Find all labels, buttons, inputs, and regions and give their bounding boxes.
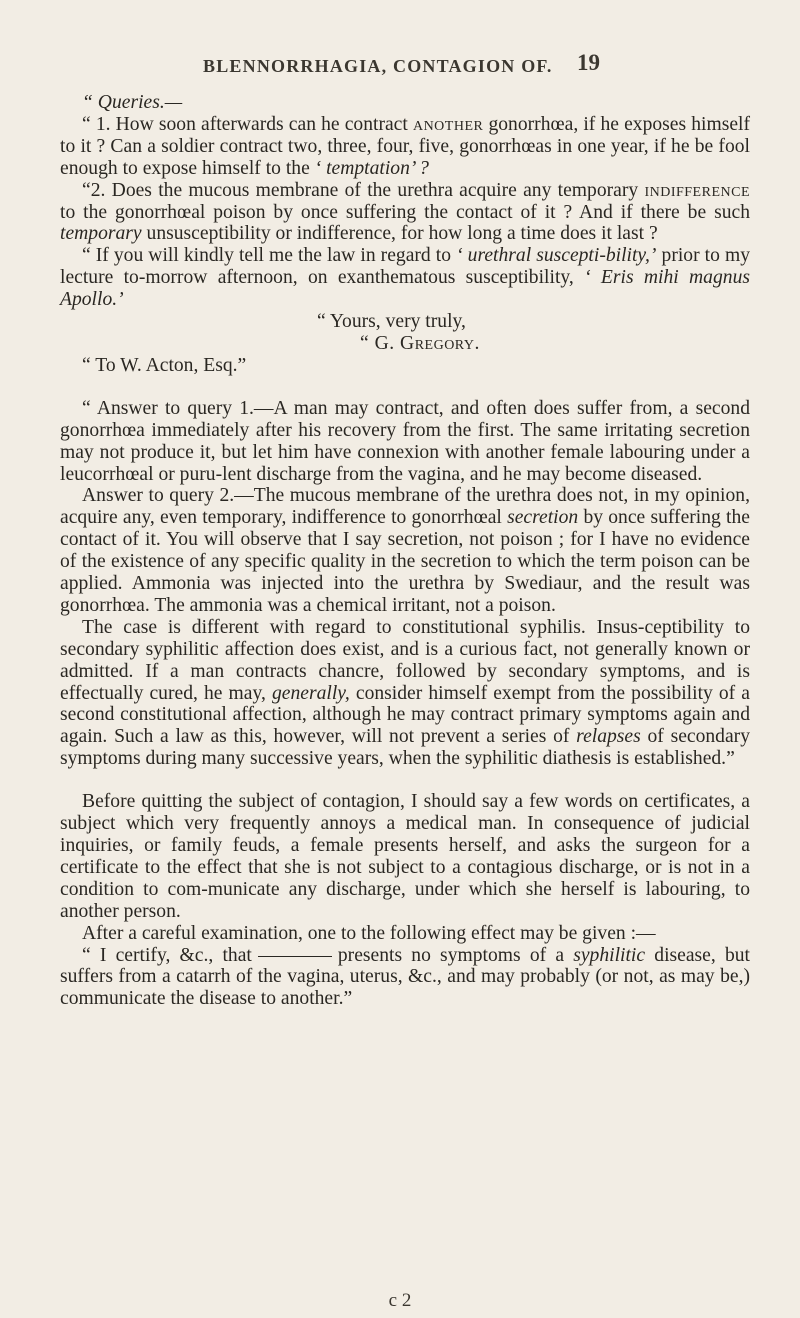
certificate-intro: After a careful examination, one to the following effect may be given :— xyxy=(82,922,656,944)
queries-heading: “ Queries.— xyxy=(82,92,183,113)
page-number: 19 xyxy=(577,50,600,75)
query-1: “ 1. How soon afterwards can he contract another gonorrhœa, if he exposes himself to it ? Can a soldier contract two, three, four, five, gonorrhœas in one year, if he be fool enough to expose himself to the ‘ temptation’ ? xyxy=(60,113,751,179)
letter-closing: “ Yours, very truly, xyxy=(317,311,466,333)
page-header xyxy=(0,50,800,82)
running-head: BLENNORRHAGIA, CONTAGION OF. xyxy=(203,56,553,76)
body-text xyxy=(60,92,750,1010)
query-2: “2. Does the mucous membrane of the urethra acquire any temporary indifference to the gonorrhœal poison by once suffering the contact of it ? And if there be such temporary unsusceptibility or indifference, for how long a time does it last ? xyxy=(60,179,750,245)
certificates-paragraph: Before quitting the subject of contagion, I should say a few words on certificates, a subject which very frequently annoys a medical man. In consequence of judicial inquiries, or family feuds, a female presents herself, and asks the surgeon for a certificate to the effect that she is not subject to a contagious discharge, or is not in a condition to com-municate any discharge, under which she herself is labouring, to another person. xyxy=(60,791,750,922)
letter-address: “ To W. Acton, Esq.” xyxy=(82,354,247,376)
certificate-text: “ I certify, &c., that presents no symptoms of a syphilitic disease, but suffers from a catarrh of the vagina, uterus, &c., and may probably (or not, as may be,) communicate the disease to another.” xyxy=(60,944,750,1010)
blank-name-line xyxy=(258,956,332,957)
letter-signature: “ G. Gregory. xyxy=(360,332,480,354)
answer-1: “ Answer to query 1.—A man may contract, and often does suffer from, a second gonorrhœa immediately after his recovery from the first. The same irritating secretion may not produce it, but let him have connexion with another female labouring under a leucorrhœal or puru-lent discharge from the vagina, and he may become diseased. xyxy=(60,397,750,485)
query-3: “ If you will kindly tell me the law in regard to ‘ urethral suscepti-bility,’ prior to my lecture to-morrow afternoon, on exanthematous susceptibility, ‘ Eris mihi magnus Apollo.’ xyxy=(60,245,750,311)
answer-3: The case is different with regard to constitutional syphilis. Insus-ceptibility to secondary syphilitic affection does exist, and is a curious fact, not generally known or admitted. If a man contracts chancre, followed by secondary symptoms, and is effectually cured, he may, generally, consider himself exempt from the possibility of a second constitutional affection, although he may contract primary symptoms again and again. Such a law as this, however, will not prevent a series of relapses of secondary symptoms during many successive years, when the syphilitic diathesis is established.” xyxy=(60,616,751,770)
signature-mark: c 2 xyxy=(388,1290,412,1311)
answer-2: Answer to query 2.—The mucous membrane of the urethra does not, in my opinion, acquire any, even temporary, indifference to gonorrhœal secretion by once suffering the contact of it. You will observe that I say secretion, not poison ; for I have no evidence of the existence of any specific quality in the secretion to which the term poison can be applied. Ammonia was injected into the urethra by Swediaur, and the result was gonorrhœa. The ammonia was a chemical irritant, not a poison. xyxy=(60,485,750,616)
